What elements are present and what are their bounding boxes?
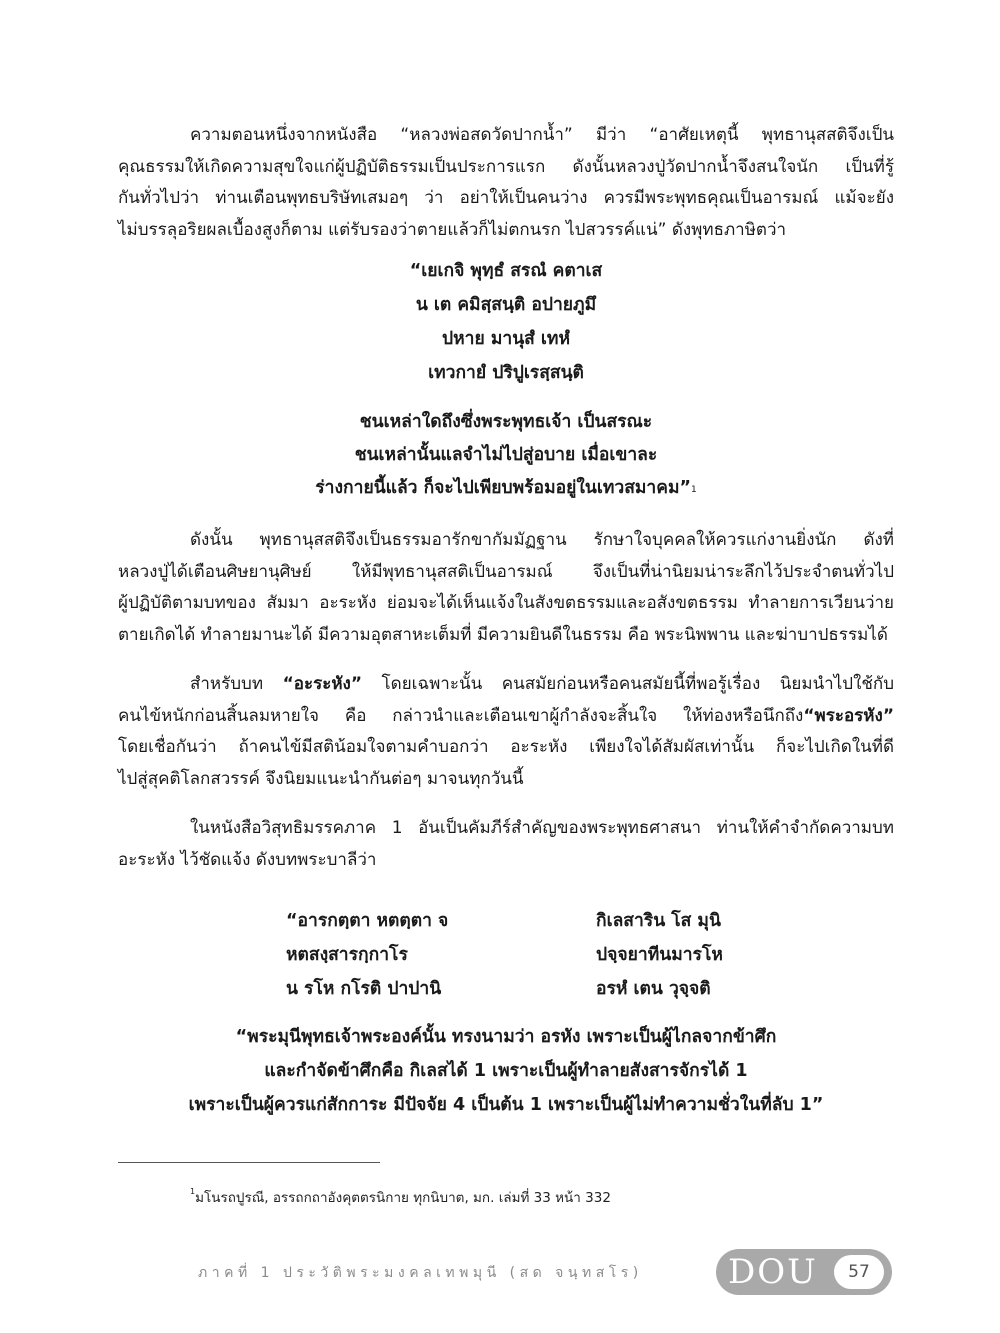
footnote-text: มโนรถปูรณี, อรรถกถาอังคุตตรนิกาย ทุกนิบาต, มก. เล่มที่ 33 หน้า 332 [195, 1190, 611, 1206]
verse-line: หตสงฺสารกฺกาโร [286, 945, 408, 965]
paragraph-2 [118, 525, 894, 651]
verse-line: น เต คมิสฺสนฺติ อปายภูมึ [415, 295, 597, 315]
verse-line: “อารกตฺตา หตตฺตา จ [286, 911, 449, 931]
paragraph-line: โดยเชื่อกันว่า ถ้าคนไข้มีสติน้อมใจตามคำบอกว่า อะระหัง เพียงใจได้สัมผัสเท่านั้น ก็จะไปเกิดในที่ดี [118, 737, 894, 757]
translation-line-text: ร่างกายนี้แล้ว ก็จะไปเพียบพร้อมอยู่ในเทวสมาคม” [315, 478, 692, 498]
footnote-divider [118, 1162, 380, 1163]
page-badge [716, 1249, 892, 1295]
verse-line: ปจฺจยาทีนมารโห [596, 945, 723, 965]
paragraph-1 [118, 120, 894, 246]
paragraph-3 [118, 669, 894, 795]
pali-right-column [596, 904, 723, 1006]
paragraph-line: ดังนั้น พุทธานุสสติจึงเป็นธรรมอารักขากัมมัฏฐาน รักษาใจบุคคลให้ควรแก่งานยิ่งนัก ดังที่ [190, 530, 894, 550]
paragraph-line: อะระหัง ไว้ชัดแจ้ง ดังบทพระบาลีว่า [118, 849, 377, 870]
page-body [118, 118, 894, 1122]
emphasis-text: “อะระหัง” [282, 674, 363, 694]
verse-line: ปหาย มานุสํ เทหํ [442, 329, 570, 349]
paragraph-4 [118, 813, 894, 876]
pali-left-column [286, 904, 448, 1006]
translation-line: ชนเหล่าใดถึงซึ่งพระพุทธเจ้า เป็นสรณะ [359, 412, 653, 432]
dou-logo: DOU [728, 1252, 818, 1292]
pali-verse-2 [118, 904, 894, 1010]
paragraph-line: หลวงปู่ได้เตือนศิษยานุศิษย์ ให้มีพุทธานุสสติเป็นอารมณ์ จึงเป็นที่น่านิยมน่าระลึกไว้ประจำตนทั่วไป [118, 561, 894, 582]
verse-translation-1 [118, 406, 894, 505]
footnote-marker: 1 [190, 1187, 196, 1196]
verse-line: น รโห กโรติ ปาปานิ [286, 979, 442, 999]
paragraph-line [118, 669, 894, 701]
text-run: โดยเฉพาะนั้น คนสมัยก่อนหรือคนสมัยนี้ที่พอรู้เรื่อง นิยมนำไปใช้กับ [362, 674, 894, 694]
running-footer-title: ภาคที่ 1 ประวัติพระมงคลเทพมุนี (สด จนฺทสโร) [198, 1265, 643, 1281]
paragraph-line: ในหนังสือวิสุทธิมรรคภาค 1 อันเป็นคัมภีร์สำคัญของพระพุทธศาสนา ท่านให้คำจำกัดความบท [190, 818, 894, 838]
verse-line: “เยเกจิ พุทฺธํ สรณํ คตาเส [409, 261, 603, 281]
verse-translation-2 [118, 1020, 894, 1122]
paragraph-line: ผู้ปฏิบัติตามบทของ สัมมา อะระหัง ย่อมจะได้เห็นแจ้งในสังขตธรรมและอสังขตธรรม ทำลายการเวียนว่าย [118, 593, 894, 613]
translation-line [118, 472, 894, 505]
verse-line: อรหํ เตน วุจฺจติ [596, 979, 711, 999]
translation-line: เพราะเป็นผู้ควรแก่สักการะ มีปัจจัย 4 เป็นต้น 1 เพราะเป็นผู้ไม่ทำความชั่วในที่ลับ 1” [188, 1095, 824, 1115]
paragraph-line: ไปสู่สุคติโลกสวรรค์ จึงนิยมแนะนำกันต่อๆ มาจนทุกวันนี้ [118, 768, 524, 789]
paragraph-line: ไม่บรรลุอริยผลเบื้องสูงก็ตาม แต่รับรองว่าตายแล้วก็ไม่ตกนรก ไปสวรรค์แน่” ดังพุทธภาษิตว่า [118, 219, 787, 240]
verse-line: กิเลสาริน โส มุนิ [596, 911, 721, 931]
verse-line: เทวกายํ ปริปูเรสฺสนฺติ [428, 363, 584, 383]
paragraph-line: ตายเกิดได้ ทำลายมานะได้ มีความอุตสาหะเต็มที่ มีความยินดีในธรรม คือ พระนิพพาน และฆ่าบาปธรรมได้ [118, 624, 888, 645]
paragraph-line: กันทั่วไปว่า ท่านเตือนพุทธบริษัทเสมอๆ ว่า อย่าให้เป็นคนว่าง ควรมีพระพุทธคุณเป็นอารมณ์ แม้จะยัง [118, 188, 894, 208]
paragraph-line: คุณธรรมให้เกิดความสุขใจแก่ผู้ปฏิบัติธรรมเป็นประการแรก ดังนั้นหลวงปู่วัดปากน้ำจึงสนใจนัก เป็นที่รู้ [118, 156, 894, 177]
paragraph-line [118, 701, 894, 733]
page-number: 57 [834, 1255, 884, 1289]
emphasis-text: “พระอรหัง” [803, 705, 894, 726]
translation-line: “พระมุนีพุทธเจ้าพระองค์นั้น ทรงนามว่า อรหัง เพราะเป็นผู้ไกลจากข้าศึก [235, 1027, 777, 1047]
footnote [190, 1186, 611, 1208]
paragraph-line: ความตอนหนึ่งจากหนังสือ “หลวงพ่อสดวัดปากน้ำ” มีว่า “อาศัยเหตุนี้ พุทธานุสสติจึงเป็น [190, 125, 894, 145]
text-run: คนไข้หนักก่อนสิ้นลมหายใจ คือ กล่าวนำและเตือนเขาผู้กำลังจะสิ้นใจ ให้ท่องหรือนึกถึง [118, 705, 804, 726]
text-run: สำหรับบท [190, 674, 283, 694]
translation-line: ชนเหล่านั้นแลจำไม่ไปสู่อบาย เมื่อเขาละ [354, 445, 658, 465]
footnote-reference: 1 [691, 485, 697, 495]
translation-line: และกำจัดข้าศึกคือ กิเลสได้ 1 เพราะเป็นผู้ทำลายสังสารจักรได้ 1 [264, 1061, 748, 1081]
pali-verse-1 [118, 254, 894, 390]
